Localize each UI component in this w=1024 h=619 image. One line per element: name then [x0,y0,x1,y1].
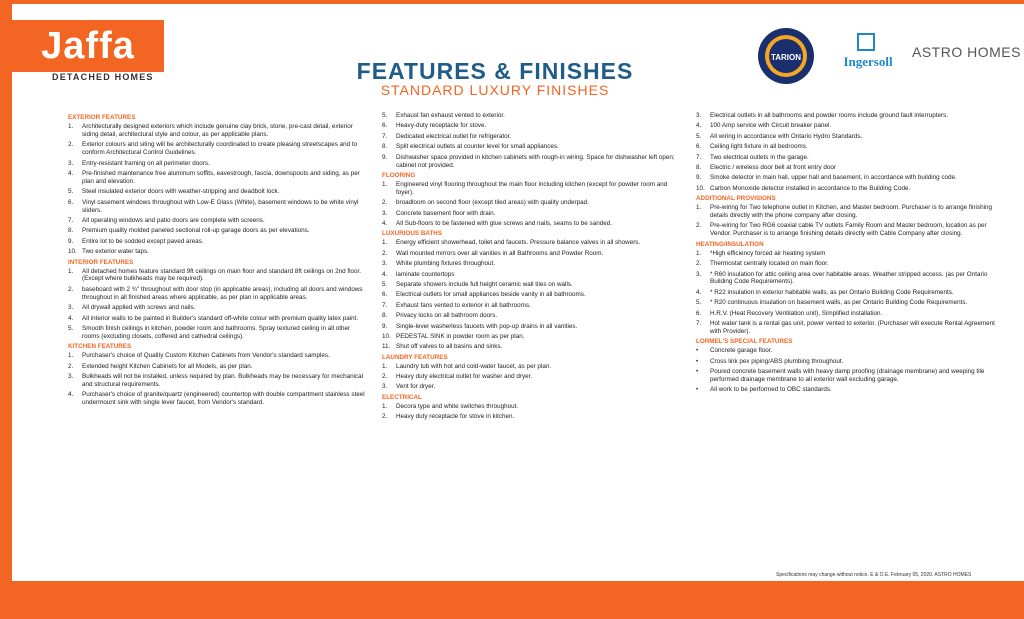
list-item [696,260,996,268]
item-number: 1. [696,204,702,212]
list-item [696,122,996,130]
item-number: 5. [696,299,702,307]
list-item [382,312,682,320]
item-number: 6. [382,122,388,130]
list-item [382,112,682,120]
item-number: 10. [68,248,77,256]
item-text: Architecturally designed exteriors which include genuine clay brick, stone, pre-cast detail, exterior siding detail, architectural style and colour, as per applicable plans. [82,122,353,138]
item-text: Pre-wiring for Two telephone outlet in Kitchen, and Master bedroom. Purchaser is to arrange finishing details directly with the phone company after closing. [710,204,992,220]
item-number: • [696,347,699,355]
item-text: Premium quality molded paneled sectional roll-up garage doors as per elevations. [82,227,310,235]
item-number: 7. [382,132,388,140]
item-number: 3. [696,270,702,278]
list-item [696,299,996,307]
list-item [382,413,682,421]
list-item [68,170,366,186]
item-number: 1. [382,239,388,247]
list-item [382,220,682,228]
item-number: • [696,386,699,394]
list-item [68,160,366,168]
item-number: 4. [68,391,74,399]
item-text: Heavy duty electrical outlet for washer and dryer. [396,373,533,381]
page-subtitle: STANDARD LUXURY FINISHES [380,82,610,98]
item-number: 8. [696,164,702,172]
item-text: * R22 insulation in exterior habitable walls, as per Ontario Building Code Requirements. [710,288,954,296]
item-text: Pre-wiring for Two RG6 coaxial cable TV outlets Family Room and Master bedroom, location as per Vendor. Purchaser is to arrange finishing details directly with Cable Company after closing. [710,222,987,238]
item-number: 3. [382,260,388,268]
item-text: Decora type and white switches throughout. [396,402,519,410]
item-number: 7. [696,153,702,161]
section-heading: LUXURIOUS BATHS [382,230,443,238]
item-text: All operating windows and patio doors are complete with screens. [82,216,265,224]
item-text: Dishwasher space provided in kitchen cabinets with rough-in wiring. Space for dishwasher left open; cabinet not provided. [396,153,675,169]
item-number: 3. [68,304,74,312]
list-item [68,325,366,341]
section-heading: INTERIOR FEATURES [68,258,134,266]
item-text: Purchaser's choice of Quality Custom Kitchen Cabinets from Vendor's standard samples. [82,352,330,360]
item-text: Privacy locks on all bathroom doors. [396,312,498,320]
item-number: 3. [696,112,702,119]
section-heading: LORMEL'S SPECIAL FEATURES [696,338,793,346]
list-item [68,352,366,360]
item-number: 5. [382,112,388,119]
list-item [382,373,682,381]
item-number: 9. [382,322,388,330]
item-number: 10. [382,332,391,340]
item-number: 2. [68,141,74,149]
list-item [382,323,682,331]
item-number: 4. [68,169,74,177]
list-item [68,217,366,225]
ingersoll-logo-text: Ingersoll [843,54,893,69]
item-text: Entry-resistant framing on all perimeter doors. [82,159,210,167]
item-text: Concrete basement floor with drain. [396,209,496,217]
section-heading: EXTERIOR FEATURES [68,114,136,121]
item-text: Vent for dryer. [396,383,436,391]
item-text: * R60 insulation for attic ceiling area over habitable areas. Weather stripped access. (as per Ontario Building Code Requirements). [710,270,988,286]
item-number: 9. [382,153,388,161]
list-item [68,238,366,246]
item-number: 9. [696,174,702,182]
item-number: 2. [696,222,702,230]
item-number: 7. [382,301,388,309]
item-text: White plumbing fixtures throughout. [396,260,496,268]
section-heading: KITCHEN FEATURES [68,343,132,351]
item-number: 1. [382,180,388,188]
item-text: Wall mounted mirrors over all vanities in all Bathrooms and Powder Room. [396,249,604,257]
item-number: 3. [382,383,388,391]
tarion-logo-text: TARION [770,53,802,62]
item-text: Heavy-duty receptacle for stove. [396,122,487,130]
list-item [68,304,366,312]
item-text: Pre-finished maintenance free aluminum soffits, eavestrough, fascia, downspouts and siding, as per plan and elevation. [82,169,360,185]
ingersoll-logo-icon [828,32,908,72]
list-item [68,373,366,389]
item-number: 3. [382,209,388,217]
item-number: 5. [68,188,74,196]
item-number: 2. [68,362,74,370]
item-text: All drywall applied with screws and nails. [82,304,196,312]
footer-note: Specifications may change without notice. E & O.E. February 05, 2020. ASTRO HOMES [776,572,972,578]
item-text: Engineered vinyl flooring throughout the main floor including kitchen (except for powder room and foyer). [396,180,668,196]
list-item [382,281,682,289]
item-text: Energy efficient showerhead, toilet and faucets. Pressure balance valves in all showers. [396,239,641,247]
list-item [382,210,682,218]
list-item [382,199,682,207]
item-text: Dedicated electrical outlet for refrigerator. [396,132,512,140]
item-number: 1. [68,267,74,275]
item-text: All detached homes feature standard 9ft ceilings on main floor and standard 8ft ceilings on 2nd floor. (Except where bulkheads may be required). [82,267,361,283]
item-number: 11. [382,343,391,351]
column-3 [696,112,996,397]
item-text: Electrical outlets in all bathrooms and powder rooms include ground fault interrupters. [710,112,949,119]
item-number: 4. [696,288,702,296]
section-heading: ELECTRICAL [382,393,422,401]
item-text: PEDESTAL SINK in powder room as per plan. [396,332,525,340]
list-item [696,358,996,366]
item-text: Extended height Kitchen Cabinets for all Models, as per plan. [82,362,253,370]
item-number: 5. [696,132,702,140]
list-item [68,268,366,284]
item-text: Heavy duty receptacle for stove in kitchen. [396,413,515,421]
item-text: 100 Amp service with Circuit breaker panel. [710,122,832,130]
list-item [696,368,996,384]
item-text: Ceiling light fixture in all bedrooms. [710,143,808,151]
list-item [696,222,996,238]
list-item [382,181,682,197]
item-number: • [696,357,699,365]
column-1 [68,112,366,410]
item-number: 1. [68,122,74,130]
item-text: Poured concrete basement walls with heavy damp proofing (drainage membrane) and weeping tile performed drainage membrane to all exterior wall excluding garage. [710,368,985,383]
item-number: 4. [68,314,74,322]
item-text: Separate showers include full height ceramic wall tiles on walls. [396,280,573,288]
list-item [68,188,366,196]
list-item [68,123,366,139]
item-text: Exhaust fan exhaust vented to exterior. [396,112,505,119]
item-text: Smooth finish ceilings in kitchen, powder room and bathrooms. Spray textured ceiling in all other rooms (excluding closets, coffered and cathedral ceilings). [82,324,351,340]
list-item [382,143,682,151]
item-number: 2. [382,413,388,421]
item-text: All interior walls to be painted in Builder's standard off-white colour with premium quality latex paint. [82,314,359,322]
logo-subtitle: DETACHED HOMES [52,72,154,82]
list-item [382,154,682,170]
item-text: Exterior colours and siting will be architecturally coordinated to create pleasing streetscapes and to conform Architectural Control Guidelines. [82,141,358,157]
list-item [382,363,682,371]
item-number: 2. [68,285,74,293]
item-text: Hot water tank is a rental gas unit, power vented to exterior. (Purchaser will execute Rental Agreement with Provider). [710,320,995,335]
item-text: *High efficiency forced air heating system [710,249,826,257]
section-heading: FLOORING [382,171,416,179]
item-number: 3. [68,372,74,380]
list-item [696,204,996,220]
item-number: 9. [68,237,74,245]
item-text: Vinyl casement windows throughout with Low-E Glass (White), basement windows to be white vinyl sliders. [82,198,359,214]
item-text: * R20 continuous insulation on basement walls, as per Ontario Building Code Requirements. [710,299,968,307]
item-text: All Sub-floors to be fastened with glue screws and nails, seams to be sanded. [396,219,612,227]
item-number: 1. [382,402,388,410]
item-number: 2. [382,199,388,207]
item-text: Bulkheads will not be installed, unless required by plan. Bulkheads may be necessary for mechanical and structural requirements. [82,372,364,388]
item-number: 2. [382,249,388,257]
list-item [68,248,366,256]
item-number: 6. [696,309,702,317]
item-text: laminate countertops [396,270,455,278]
item-text: Smoke detector in main hall, upper hall and basement, in accordance with building code. [710,174,957,182]
item-text: Two exterior water taps. [82,248,149,256]
list-item [696,112,996,120]
item-number: 6. [382,291,388,299]
left-accent-bar [0,0,12,619]
list-item [382,122,682,130]
list-item [68,391,366,407]
list-item [696,386,996,394]
item-text: Exhaust fans vented to exterior in all bathrooms. [396,301,531,309]
list-item [382,343,682,351]
astro-homes-logo: ASTRO HOMES [912,44,1021,60]
list-item [382,383,682,391]
top-accent-line [0,0,1024,4]
item-number: 5. [68,324,74,332]
list-item [696,154,996,162]
item-number: 8. [382,312,388,320]
list-item [696,174,996,182]
item-number: 4. [696,122,702,130]
item-text: Two electrical outlets in the garage. [710,153,809,161]
item-text: Concrete garage floor. [710,347,773,355]
list-item [382,250,682,258]
item-text: All work to be performed to OBC standards. [710,386,832,394]
item-number: 2. [382,373,388,381]
item-number: • [696,368,699,376]
item-text: Carbon Monoxide detector installed in accordance to the Building Code. [710,184,911,192]
item-text: Split electrical outlets at counter level for small appliances. [396,143,559,151]
section-heading: ADDITIONAL PROVISIONS [696,195,776,203]
item-number: 6. [696,143,702,151]
list-item [696,185,996,193]
item-number: 4. [382,219,388,227]
section-heading: LAUNDRY FEATURES [382,353,448,361]
list-item [696,133,996,141]
list-item [696,250,996,258]
item-number: 7. [68,216,74,224]
list-item [382,403,682,411]
list-item [696,289,996,297]
list-item [382,133,682,141]
list-item [696,164,996,172]
list-item [382,291,682,299]
column-2 [382,112,682,424]
list-item [696,143,996,151]
item-number: 1. [68,352,74,360]
item-text: Purchaser's choice of granite/quartz (engineered) countertop with double compartment stainless steel undermount sink with single lever faucet, from Vendor's standard. [82,391,365,407]
jaffa-logo [12,20,164,72]
list-item [68,199,366,215]
list-item [696,271,996,287]
list-item [696,320,996,336]
item-number: 5. [382,280,388,288]
list-item [68,286,366,302]
item-text: Electric / wireless door bell at front entry door [710,164,836,172]
item-number: 4. [382,270,388,278]
item-text: Thermostat centrally located on main floor. [710,260,829,268]
list-item [382,239,682,247]
item-number: 8. [382,143,388,151]
list-item [68,141,366,157]
item-text: All wiring in accordance with Ontario Hydro Standards. [710,132,863,140]
item-number: 6. [68,198,74,206]
logo-text: Jaffa [41,24,135,67]
item-text: baseboard with 2 ¾" throughout with door stop (in applicable areas), including all doors and windows throughout in all finished areas where applicable, as per plan in applicable areas. [82,285,363,301]
page-title: FEATURES & FINISHES [356,58,634,84]
item-text: Entire lot to be sodded except paved areas. [82,237,204,245]
list-item [382,271,682,279]
list-item [382,333,682,341]
item-text: Single-lever washerless faucets with pop-up drains in all vanities. [396,322,578,330]
item-number: 1. [696,249,702,257]
item-number: 1. [382,362,388,370]
list-item [68,227,366,235]
item-number: 2. [696,260,702,268]
item-number: 10. [696,184,705,192]
item-text: broadloom on second floor (except tiled areas) with quality underpad. [396,199,589,207]
list-item [696,347,996,355]
item-number: 3. [68,159,74,167]
list-item [696,310,996,318]
list-item [382,302,682,310]
bottom-accent-bar [0,581,1024,619]
item-text: Shut off valves to all basins and sinks. [396,343,503,351]
item-number: 8. [68,227,74,235]
item-text: H.R.V. (Heat Recovery Ventilation unit), Simplified installation. [710,309,883,317]
item-text: Electrical outlets for small appliances beside vanity in all bathrooms. [396,291,586,299]
list-item [68,363,366,371]
tarion-logo-icon [756,26,816,86]
item-number: 7. [696,320,702,328]
item-text: Cross link pex piping/ABS plumbing throughout. [710,357,844,365]
item-text: Steel insulated exterior doors with weather-stripping and deadbolt lock. [82,188,280,196]
section-heading: HEATING/INSULATION [696,240,764,248]
list-item [382,260,682,268]
list-item [68,315,366,323]
item-text: Laundry tub with hot and cold-water faucet, as per plan. [396,362,552,370]
